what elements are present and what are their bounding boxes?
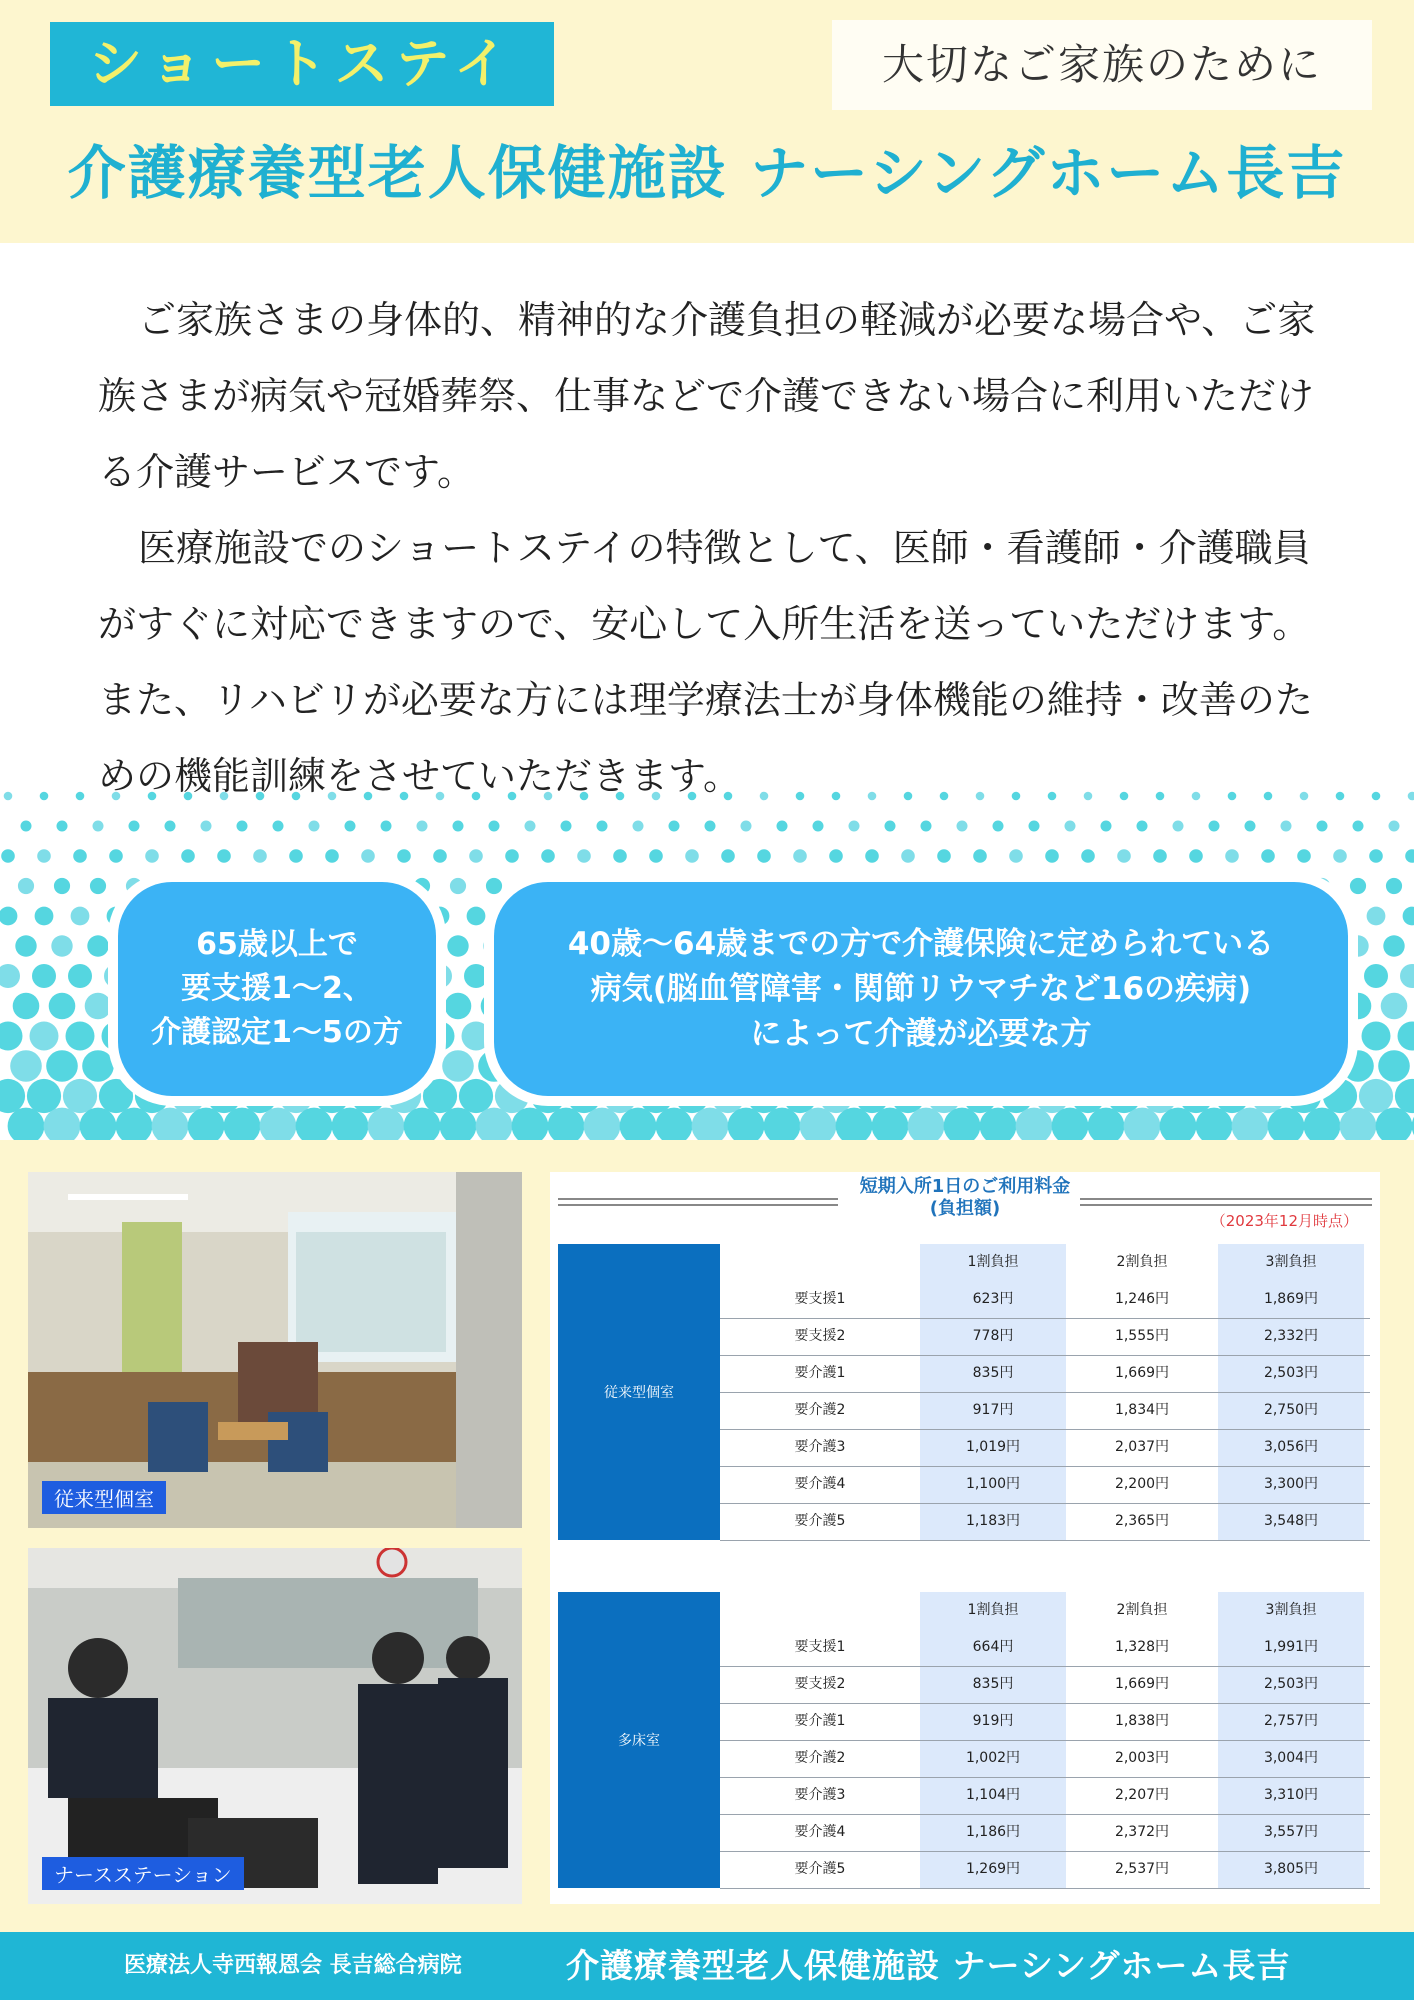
decorative-dot (40, 792, 49, 801)
decorative-dot (829, 849, 843, 863)
decorative-dot (649, 849, 663, 863)
fee-20pct-cell: 1,838円 (1114, 1713, 1170, 1729)
decorative-dot (1261, 849, 1275, 863)
decorative-dot (1124, 1108, 1161, 1140)
decorative-dot (217, 849, 231, 863)
decorative-dot (656, 1108, 693, 1140)
care-level-cell: 要介護3 (794, 1439, 846, 1455)
fee-as-of-date: （2023年12月時点） (1210, 1212, 1358, 1230)
decorative-dot (66, 1022, 95, 1051)
decorative-dot (849, 821, 860, 832)
decorative-dot (404, 1108, 441, 1140)
decorative-dot (445, 993, 472, 1020)
fee-30pct-cell: 3,805円 (1263, 1861, 1319, 1877)
decorative-dot (669, 821, 680, 832)
nurse-station-photo (28, 1548, 522, 1904)
decorative-dot (109, 849, 123, 863)
decorative-dot (433, 849, 447, 863)
decorative-dot (1398, 1022, 1414, 1051)
footer-facility-name: 介護療養型老人保健施設 ナーシングホーム長吉 (566, 1946, 1291, 1985)
decorative-dot (440, 1108, 477, 1140)
nurse-station-illustration (28, 1548, 522, 1904)
table-row (720, 1466, 1370, 1504)
decorative-dot (87, 935, 108, 956)
decorative-dot (76, 792, 85, 801)
room-photo-label: 従来型個室 (42, 1481, 166, 1514)
decorative-dot (1160, 1108, 1197, 1140)
decorative-dot (901, 849, 915, 863)
decorative-dot (1153, 849, 1167, 863)
decorative-dot (705, 821, 716, 832)
decorative-dot (85, 993, 112, 1020)
decorative-dot (1353, 821, 1364, 832)
fee-10pct-cell: 778円 (972, 1328, 1014, 1344)
table-row (720, 1629, 1370, 1667)
decorative-dot (1117, 849, 1131, 863)
decorative-dot (381, 821, 392, 832)
decorative-dot (1323, 1079, 1357, 1113)
decorative-dot (1088, 1108, 1125, 1140)
decorative-dot (49, 993, 76, 1020)
decorative-dot (836, 1108, 873, 1140)
care-level-cell: 要介護4 (794, 1824, 846, 1840)
decorative-dot (957, 821, 968, 832)
decorative-dot (453, 821, 464, 832)
fee-30pct-cell: 2,503円 (1263, 1676, 1319, 1692)
fee-table-multi-bed (558, 1592, 1370, 1888)
fee-10pct-cell: 1,100円 (965, 1476, 1021, 1492)
decorative-dot (224, 1108, 261, 1140)
decorative-dot (0, 907, 17, 926)
footer-band (0, 1932, 1414, 2000)
decorative-dot (82, 1050, 114, 1082)
decorative-dot (980, 1108, 1017, 1140)
decorative-dot (1101, 821, 1112, 832)
fee-title-line2: (負担額) (929, 1198, 1001, 1219)
decorative-dot (10, 1050, 42, 1082)
room-type-cell: 多床室 (558, 1592, 720, 1888)
decorative-dot (442, 1050, 474, 1082)
fee-20pct-cell: 2,365円 (1114, 1513, 1170, 1529)
decorative-dot (90, 878, 106, 894)
decorative-dot (1009, 849, 1023, 863)
decorative-dot (35, 907, 54, 926)
fee-20pct-cell: 2,003円 (1114, 1750, 1170, 1766)
decorative-dot (99, 1079, 133, 1113)
decorative-dot (1304, 1108, 1341, 1140)
decorative-dot (361, 849, 375, 863)
decorative-dot (464, 964, 488, 988)
decorative-dot (332, 1108, 369, 1140)
nurse-station-photo-label: ナースステーション (42, 1857, 244, 1890)
intro-text (98, 282, 1320, 814)
decorative-dot (273, 821, 284, 832)
decorative-dot (1389, 821, 1400, 832)
fee-10pct-cell: 1,019円 (965, 1439, 1021, 1455)
fee-header-row (720, 1592, 1370, 1629)
fee-20pct-cell: 1,246円 (1114, 1291, 1170, 1307)
table-row (720, 1814, 1370, 1852)
decorative-dot (721, 849, 735, 863)
decorative-dot (1245, 821, 1256, 832)
decorative-dot (757, 849, 771, 863)
decorative-dot (1405, 849, 1414, 863)
fee-30pct-cell: 1,869円 (1263, 1291, 1319, 1307)
decorative-dot (1400, 964, 1414, 988)
decorative-dot (489, 821, 500, 832)
short-stay-badge: ショートステイ (50, 22, 554, 106)
decorative-dot (1376, 1108, 1413, 1140)
decorative-dot (1403, 907, 1414, 926)
decorative-dot (1065, 821, 1076, 832)
decorative-dot (505, 849, 519, 863)
table-row (720, 1703, 1370, 1741)
decorative-dot (1367, 907, 1386, 926)
decorative-dot (908, 1108, 945, 1140)
decorative-dot (152, 1108, 189, 1140)
fee-30pct-cell: 2,757円 (1263, 1713, 1319, 1729)
decorative-dot (1383, 935, 1404, 956)
decorative-dot (0, 1022, 23, 1051)
decorative-dot (68, 964, 92, 988)
decorative-dot (800, 1108, 837, 1140)
decorative-dot (51, 935, 72, 956)
decorative-dot (944, 1108, 981, 1140)
fee-20pct-cell: 1,555円 (1114, 1328, 1170, 1344)
fee-table-card (550, 1172, 1380, 1904)
decorative-dot (1317, 821, 1328, 832)
care-level-cell: 要介護5 (794, 1861, 846, 1877)
decorative-dot (1340, 1108, 1377, 1140)
decorative-dot (1268, 1108, 1305, 1140)
intro-paragraph-1: ご家族さまの身体的、精神的な介護負担の軽減が必要な場合や、ご家族さまが病気や冠婚葬祭、仕事などで介護できない場合に利用いただける介護サービスです。 (98, 298, 1316, 494)
fee-30pct-cell: 3,557円 (1263, 1824, 1319, 1840)
intro-paragraph-2: 医療施設でのショートステイの特徴として、医師・看護師・介護職員がすぐに対応できますので、安心して入所生活を送っていただけます。また、リハビリが必要な方には理学療法士が身体機能の維持・改善のための機能訓練をさせていただきます。 (98, 526, 1313, 798)
decorative-dot (633, 821, 644, 832)
table-row (720, 1740, 1370, 1778)
decorative-dot (597, 821, 608, 832)
decorative-dot (1369, 849, 1383, 863)
fee-20pct-cell: 1,669円 (1114, 1676, 1170, 1692)
decorative-dot (476, 1108, 513, 1140)
fee-10pct-cell: 1,183円 (965, 1513, 1021, 1529)
decorative-dot (368, 1108, 405, 1140)
table-row (720, 1392, 1370, 1430)
decorative-dot (237, 821, 248, 832)
fee-30pct-cell: 3,004円 (1263, 1750, 1319, 1766)
decorative-dot (27, 1079, 61, 1113)
decorative-dot (145, 849, 159, 863)
fee-10pct-cell: 919円 (972, 1713, 1014, 1729)
decorative-dot (741, 821, 752, 832)
decorative-dot (584, 1108, 621, 1140)
decorative-dot (0, 964, 20, 988)
fee-20pct-cell: 2,372円 (1114, 1824, 1170, 1840)
fee-20pct-cell: 2,537円 (1114, 1861, 1170, 1877)
decorative-dot (1350, 878, 1366, 894)
decorative-dot (1408, 792, 1414, 801)
table-row (720, 1318, 1370, 1356)
decorative-dot (188, 1108, 225, 1140)
eligibility-age40 (494, 882, 1348, 1096)
header-band (0, 0, 1414, 243)
decorative-dot (1029, 821, 1040, 832)
decorative-dot (1189, 849, 1203, 863)
table-row (720, 1429, 1370, 1467)
decorative-dot (561, 821, 572, 832)
fee-column-header: 1割負担 (967, 1602, 1019, 1618)
decorative-dot (1052, 1108, 1089, 1140)
decorative-dot (467, 907, 486, 926)
decorative-dot (937, 849, 951, 863)
fee-20pct-cell: 2,200円 (1114, 1476, 1170, 1492)
decorative-dot (0, 1079, 25, 1113)
decorative-dot (80, 1108, 117, 1140)
decorative-dot (21, 821, 32, 832)
decorative-dot (993, 821, 1004, 832)
table-row (720, 1503, 1370, 1541)
decorative-dot (181, 849, 195, 863)
decorative-dot (1359, 1079, 1393, 1113)
decorative-dot (414, 878, 430, 894)
care-level-cell: 要介護2 (794, 1402, 846, 1418)
fee-header-row (720, 1244, 1370, 1281)
decorative-dot (613, 849, 627, 863)
tagline: 大切なご家族のために (832, 20, 1372, 110)
care-level-cell: 要介護1 (794, 1713, 846, 1729)
care-level-cell: 要介護2 (794, 1750, 846, 1766)
table-row (720, 1851, 1370, 1889)
decorative-dot (885, 821, 896, 832)
decorative-dot (423, 1079, 457, 1113)
decorative-dot (30, 1022, 59, 1051)
decorative-dot (777, 821, 788, 832)
fee-20pct-cell: 1,834円 (1114, 1402, 1170, 1418)
fee-20pct-cell: 1,669円 (1114, 1365, 1170, 1381)
decorative-dot (1196, 1108, 1233, 1140)
care-level-cell: 要支援1 (794, 1639, 846, 1655)
care-level-cell: 要介護4 (794, 1476, 846, 1492)
decorative-dot (692, 1108, 729, 1140)
fee-30pct-cell: 3,310円 (1263, 1787, 1319, 1803)
fee-10pct-cell: 1,002円 (965, 1750, 1021, 1766)
decorative-dot (462, 1022, 491, 1051)
room-photo-illustration (28, 1172, 522, 1528)
decorative-dot (973, 849, 987, 863)
fee-30pct-cell: 2,332円 (1263, 1328, 1319, 1344)
decorative-dot (1386, 878, 1402, 894)
fee-20pct-cell: 2,207円 (1114, 1787, 1170, 1803)
decorative-dot (450, 878, 466, 894)
table-row (720, 1281, 1370, 1319)
fee-title-line1: 短期入所1日のご利用料金 (859, 1176, 1071, 1197)
room-photo (28, 1172, 522, 1528)
decorative-dot (1378, 1050, 1410, 1082)
care-level-cell: 要支援1 (794, 1291, 846, 1307)
decorative-dot (46, 1050, 78, 1082)
decorative-dot (541, 849, 555, 863)
fee-10pct-cell: 917円 (972, 1402, 1014, 1418)
decorative-dot (13, 993, 40, 1020)
decorative-dot (129, 821, 140, 832)
decorative-dot (1395, 1079, 1414, 1113)
decorative-dot (1045, 849, 1059, 863)
fee-30pct-cell: 2,750円 (1263, 1402, 1319, 1418)
decorative-dot (813, 821, 824, 832)
table-row (720, 1355, 1370, 1393)
decorative-dot (1362, 1022, 1391, 1051)
decorative-dot (728, 1108, 765, 1140)
decorative-dot (469, 849, 483, 863)
decorative-dot (1364, 964, 1388, 988)
decorative-dot (345, 821, 356, 832)
decorative-dot (1225, 849, 1239, 863)
fee-20pct-cell: 1,328円 (1114, 1639, 1170, 1655)
fee-column-header: 1割負担 (967, 1254, 1019, 1270)
eligibility-age40-text: 40歳～64歳までの方で介護保険に定められている 病気(脳血管障害・関節リウマチなど16の疾病) によって介護が必要な方 (567, 925, 1275, 1052)
care-level-cell: 要介護3 (794, 1787, 846, 1803)
footer-organization: 医療法人寺西報恩会 長吉総合病院 (124, 1953, 462, 1978)
fee-column-header: 3割負担 (1265, 1602, 1317, 1618)
decorative-dot (1016, 1108, 1053, 1140)
decorative-dot (1281, 821, 1292, 832)
decorative-dot (764, 1108, 801, 1140)
care-level-cell: 要支援2 (794, 1676, 846, 1692)
fee-30pct-cell: 3,300円 (1263, 1476, 1319, 1492)
decorative-dot (93, 821, 104, 832)
decorative-dot (1345, 993, 1372, 1020)
decorative-dot (63, 1079, 97, 1113)
decorative-dot (417, 821, 428, 832)
decorative-dot (1297, 849, 1311, 863)
decorative-dot (1336, 792, 1345, 801)
decorative-dot (71, 907, 90, 926)
decorative-dot (512, 1108, 549, 1140)
decorative-dot (548, 1108, 585, 1140)
decorative-dot (8, 1108, 45, 1140)
decorative-dot (289, 849, 303, 863)
fee-10pct-cell: 664円 (972, 1639, 1014, 1655)
fee-20pct-cell: 2,037円 (1114, 1439, 1170, 1455)
care-level-cell: 要介護1 (794, 1365, 846, 1381)
decorative-dot (1347, 935, 1368, 956)
eligibility-age65-text: 65歳以上で 要支援1～2、 介護認定1～5の方 (151, 927, 403, 1050)
fee-column-header: 3割負担 (1265, 1254, 1317, 1270)
fee-column-header: 2割負担 (1116, 1254, 1168, 1270)
decorative-dot (1137, 821, 1148, 832)
decorative-dot (1173, 821, 1184, 832)
decorative-dot (793, 849, 807, 863)
fee-30pct-cell: 1,991円 (1263, 1639, 1319, 1655)
decorative-dot (57, 821, 68, 832)
fee-10pct-cell: 835円 (972, 1365, 1014, 1381)
care-level-cell: 要介護5 (794, 1513, 846, 1529)
room-type-cell: 従来型個室 (558, 1244, 720, 1540)
decorative-dot (54, 878, 70, 894)
page-title: 介護療養型老人保健施設 ナーシングホーム長吉 (67, 139, 1347, 207)
decorative-dot (1381, 993, 1408, 1020)
decorative-dot (1372, 792, 1381, 801)
fee-10pct-cell: 1,186円 (965, 1824, 1021, 1840)
decorative-dot (1232, 1108, 1269, 1140)
fee-30pct-cell: 3,056円 (1263, 1439, 1319, 1455)
decorative-dot (921, 821, 932, 832)
decorative-dot (260, 1108, 297, 1140)
decorative-dot (1, 849, 15, 863)
fee-30pct-cell: 2,503円 (1263, 1365, 1319, 1381)
decorative-dot (1342, 1050, 1374, 1082)
table-row (720, 1777, 1370, 1815)
decorative-dot (18, 878, 34, 894)
decorative-dot (32, 964, 56, 988)
fee-table-private-room (558, 1244, 1370, 1540)
decorative-dot (1081, 849, 1095, 863)
decorative-dot (525, 821, 536, 832)
decorative-dot (73, 849, 87, 863)
decorative-dot (620, 1108, 657, 1140)
decorative-dot (872, 1108, 909, 1140)
decorative-dot (325, 849, 339, 863)
decorative-dot (116, 1108, 153, 1140)
fee-10pct-cell: 623円 (972, 1291, 1014, 1307)
fee-10pct-cell: 1,104円 (965, 1787, 1021, 1803)
decorative-dot (865, 849, 879, 863)
decorative-dot (447, 935, 468, 956)
decorative-dot (459, 1079, 493, 1113)
fee-column-header: 2割負担 (1116, 1602, 1168, 1618)
decorative-dot (296, 1108, 333, 1140)
decorative-dot (577, 849, 591, 863)
decorative-dot (486, 878, 502, 894)
fee-10pct-cell: 1,269円 (965, 1861, 1021, 1877)
fee-30pct-cell: 3,548円 (1263, 1513, 1319, 1529)
table-row (720, 1666, 1370, 1704)
decorative-dot (685, 849, 699, 863)
decorative-dot (253, 849, 267, 863)
decorative-dot (4, 792, 13, 801)
decorative-dot (309, 821, 320, 832)
fee-10pct-cell: 835円 (972, 1676, 1014, 1692)
decorative-dot (1333, 849, 1347, 863)
decorative-dot (44, 1108, 81, 1140)
decorative-dot (165, 821, 176, 832)
care-level-cell: 要支援2 (794, 1328, 846, 1344)
decorative-dot (15, 935, 36, 956)
decorative-dot (1209, 821, 1220, 832)
decorative-dot (397, 849, 411, 863)
decorative-dot (37, 849, 51, 863)
decorative-dot (201, 821, 212, 832)
eligibility-age65 (118, 882, 436, 1096)
